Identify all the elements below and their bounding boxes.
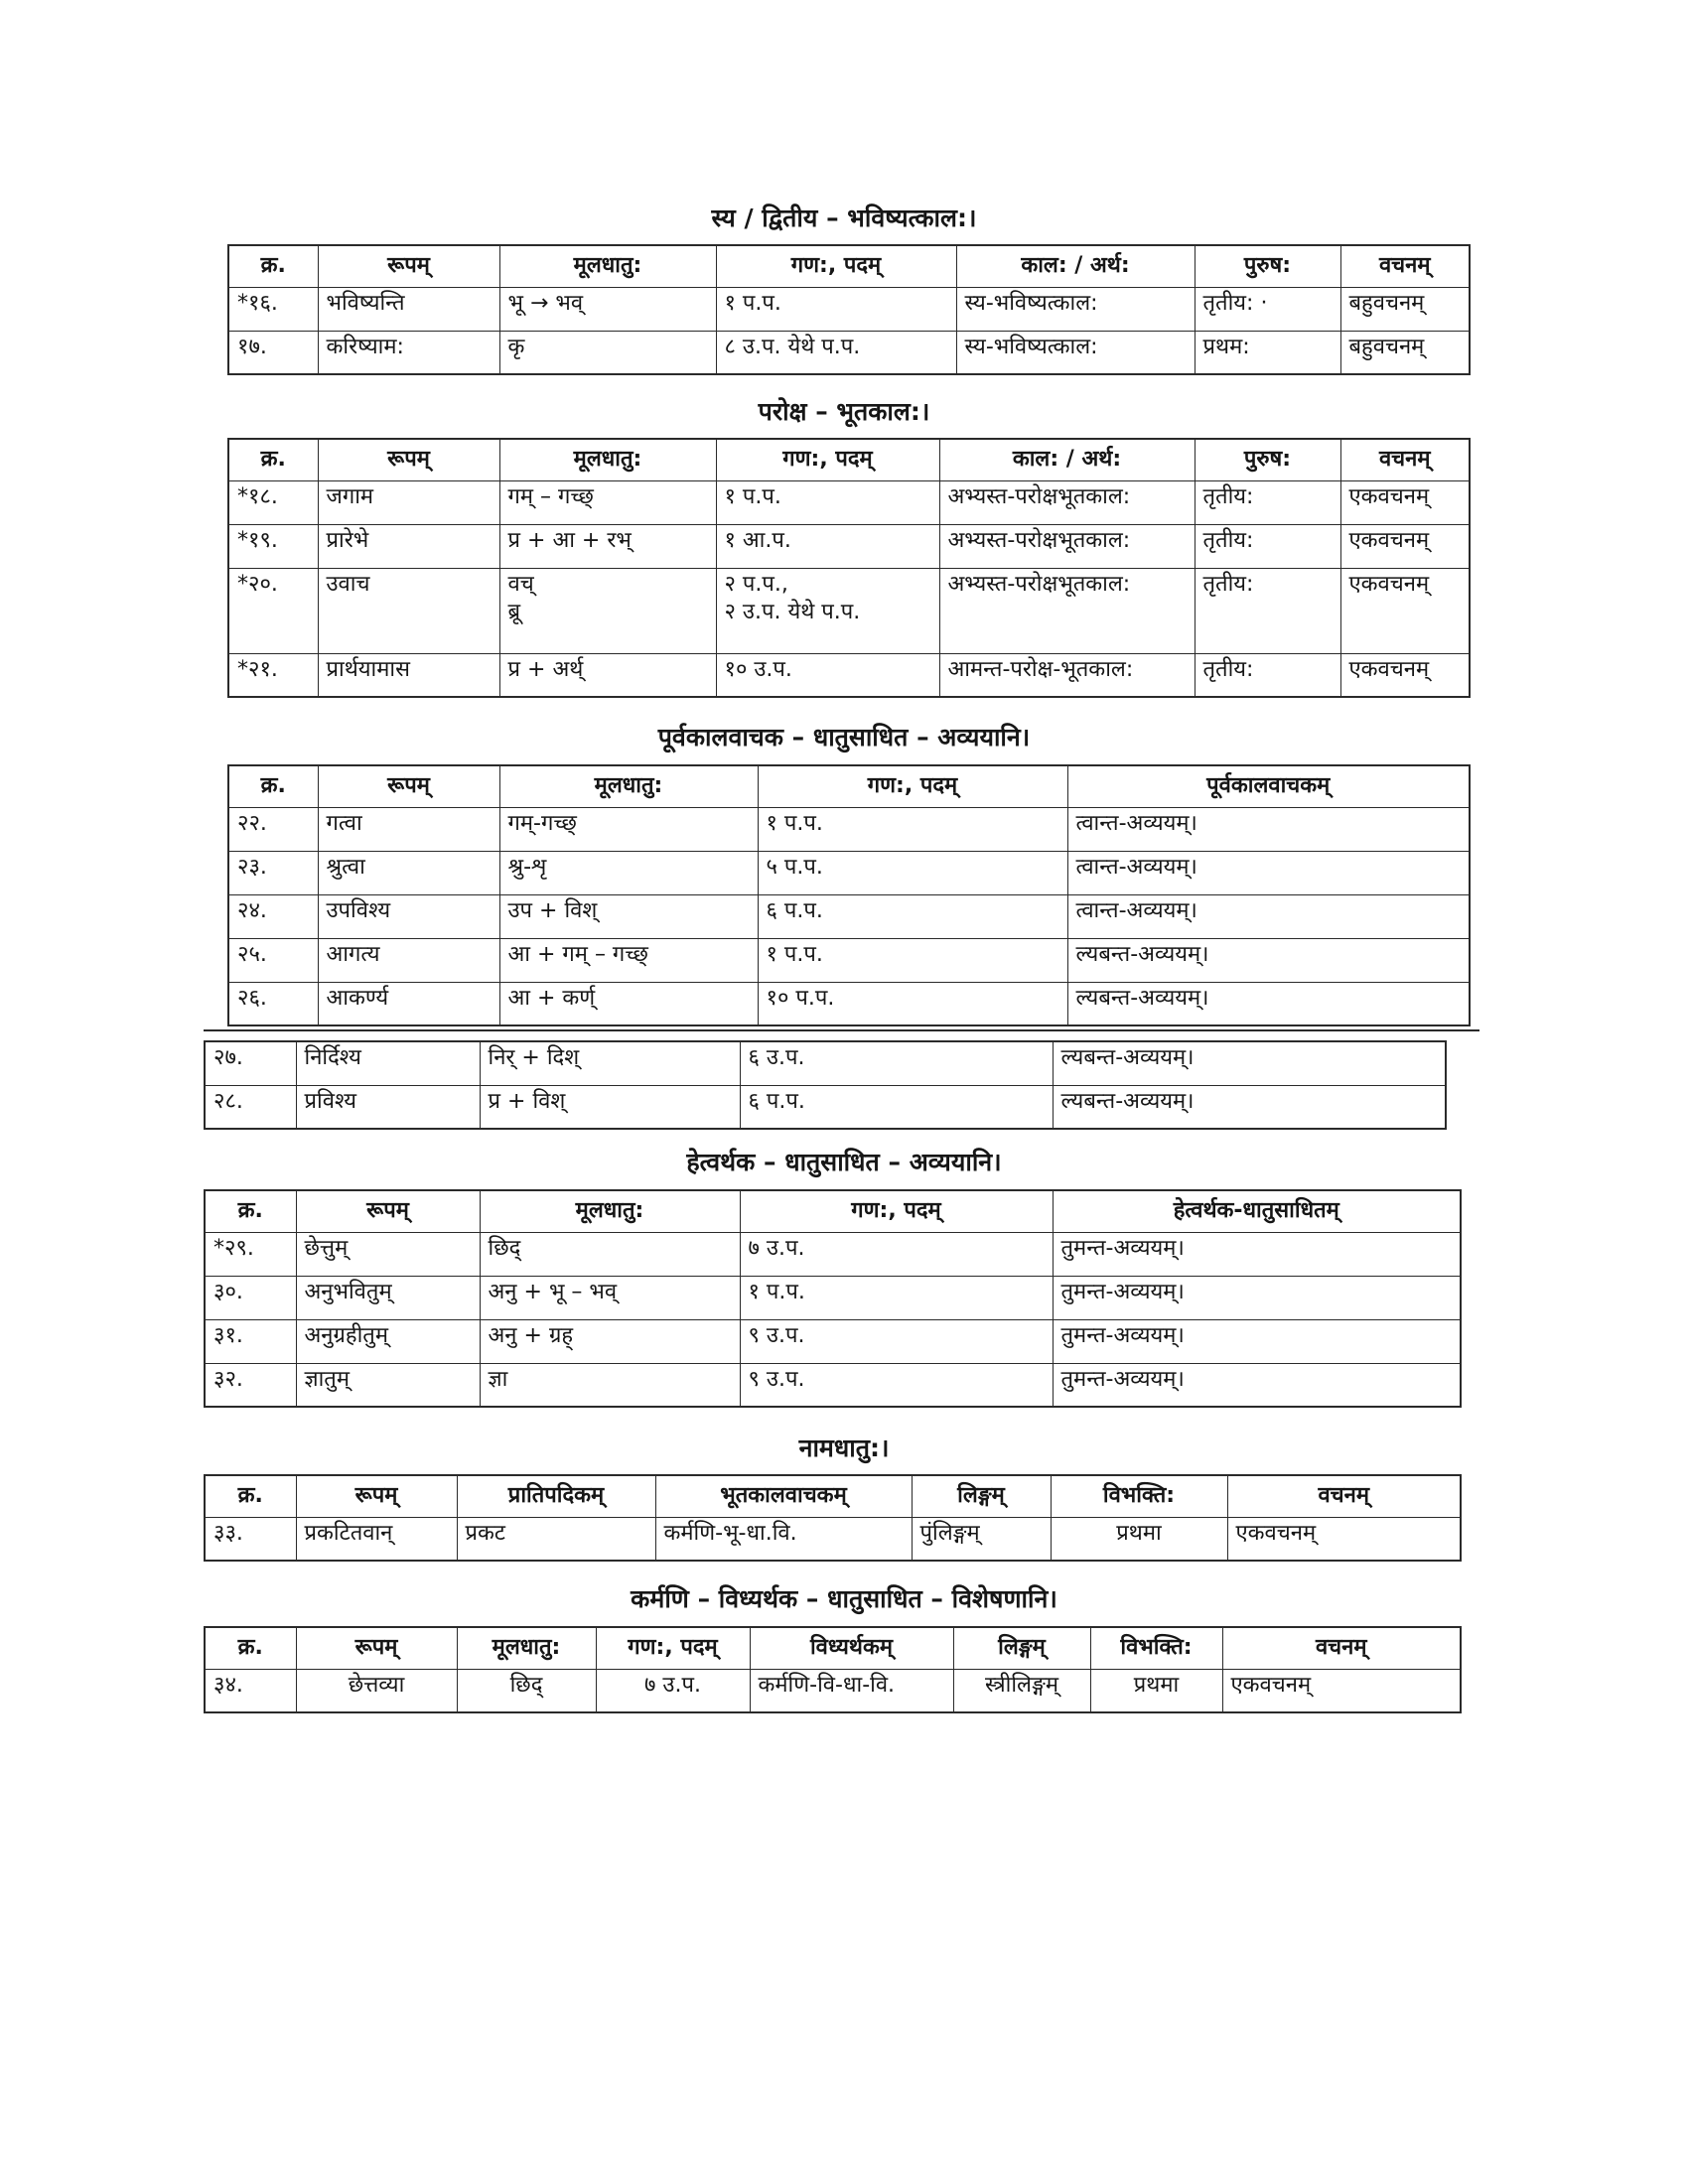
table-cell: तृतीय: bbox=[1195, 653, 1340, 697]
section-title-gerund: पूर्वकालवाचक – धातुसाधित – अव्ययानि। bbox=[657, 723, 1031, 751]
table-cell: कर्मणि-भू-धा.वि. bbox=[655, 1517, 912, 1561]
table-row bbox=[228, 524, 1470, 568]
header-cell: विध्यर्थकम् bbox=[750, 1627, 953, 1669]
gerund-table bbox=[227, 764, 1471, 1026]
table-row bbox=[228, 894, 1470, 938]
table-header-row bbox=[228, 439, 1470, 480]
table-cell: अनुभवितुम् bbox=[296, 1276, 480, 1319]
table-cell: १० उ.प. bbox=[716, 653, 939, 697]
header-cell: मूलधातु: bbox=[499, 245, 716, 287]
table-cell: एकवचनम् bbox=[1340, 653, 1470, 697]
table-cell: भविष्यन्ति bbox=[318, 287, 499, 331]
table-header-row bbox=[205, 1475, 1461, 1517]
table-cell: १ आ.प. bbox=[716, 524, 939, 568]
section-title-denominative: नामधातु:। bbox=[798, 1433, 890, 1462]
table-row bbox=[228, 568, 1470, 653]
table-cell: निर्दिश्य bbox=[296, 1041, 480, 1085]
table-cell: २ प.प., २ उ.प. येथे प.प. bbox=[716, 568, 939, 653]
table-cell: ६ प.प. bbox=[740, 1085, 1053, 1129]
table-row bbox=[228, 653, 1470, 697]
table-cell: ३२. bbox=[205, 1363, 296, 1407]
section-title-passive-participle: कर्मणि – विध्यर्थक – धातुसाधित – विशेषणानि। bbox=[631, 1584, 1057, 1613]
table-cell: तृतीय: bbox=[1195, 524, 1340, 568]
table-cell: ९ उ.प. bbox=[740, 1363, 1053, 1407]
table-row bbox=[228, 851, 1470, 894]
page-divider-line bbox=[204, 1029, 1479, 1031]
header-cell: क्र. bbox=[228, 765, 318, 807]
table-cell: २६. bbox=[228, 982, 318, 1025]
table-cell: स्त्रीलिङ्गम् bbox=[953, 1669, 1090, 1712]
table-cell: गत्वा bbox=[318, 807, 499, 851]
table-header-row bbox=[228, 765, 1470, 807]
table-cell: अनु + ग्रह् bbox=[480, 1319, 740, 1363]
header-cell: मूलधातु: bbox=[499, 439, 716, 480]
table-cell: छेत्तव्या bbox=[296, 1669, 457, 1712]
section-title-infinitive: हेत्वर्थक – धातुसाधित – अव्ययानि। bbox=[686, 1148, 1002, 1176]
header-cell: काल: / अर्थ: bbox=[956, 245, 1195, 287]
table-cell: प्र + विश् bbox=[480, 1085, 740, 1129]
passive-participle-table bbox=[204, 1626, 1462, 1713]
table-cell: एकवचनम् bbox=[1340, 480, 1470, 524]
table-cell: अभ्यस्त-परोक्षभूतकाल: bbox=[939, 568, 1195, 653]
table-cell: श्रु-शृ bbox=[499, 851, 758, 894]
table-row bbox=[205, 1041, 1446, 1085]
table-cell: अनु + भू – भव् bbox=[480, 1276, 740, 1319]
table-cell: त्वान्त-अव्ययम्। bbox=[1067, 807, 1470, 851]
table-row bbox=[205, 1085, 1446, 1129]
table-cell: आ + गम् – गच्छ् bbox=[499, 938, 758, 982]
header-cell: हेत्वर्थक-धातुसाधितम् bbox=[1053, 1190, 1461, 1232]
table-cell: २५. bbox=[228, 938, 318, 982]
header-cell: रूपम् bbox=[296, 1475, 457, 1517]
table-row bbox=[205, 1517, 1461, 1561]
table-cell: १ प.प. bbox=[716, 287, 956, 331]
table-cell: कर्मणि-वि-धा-वि. bbox=[750, 1669, 953, 1712]
table-cell: ज्ञातुम् bbox=[296, 1363, 480, 1407]
table-cell: ल्यबन्त-अव्ययम्। bbox=[1053, 1085, 1446, 1129]
header-cell: प्रातिपदिकम् bbox=[457, 1475, 655, 1517]
header-cell: मूलधातु: bbox=[499, 765, 758, 807]
table-cell: ३३. bbox=[205, 1517, 296, 1561]
table-cell: प्रकटितवान् bbox=[296, 1517, 457, 1561]
table-cell: जगाम bbox=[318, 480, 499, 524]
table-cell: छिद् bbox=[480, 1232, 740, 1276]
table-cell: *२१. bbox=[228, 653, 318, 697]
table-row bbox=[228, 480, 1470, 524]
table-cell: प्र + आ + रभ् bbox=[499, 524, 716, 568]
table-header-row bbox=[205, 1190, 1461, 1232]
infinitive-table bbox=[204, 1189, 1462, 1408]
table-cell: स्य-भविष्यत्काल: bbox=[956, 331, 1195, 374]
table-row bbox=[228, 982, 1470, 1025]
table-cell: ७ उ.प. bbox=[596, 1669, 750, 1712]
table-cell: २२. bbox=[228, 807, 318, 851]
perfect-past-table bbox=[227, 438, 1471, 698]
table-row bbox=[205, 1319, 1461, 1363]
table-cell: उप + विश् bbox=[499, 894, 758, 938]
table-cell: भू → भव् bbox=[499, 287, 716, 331]
table-cell: ३४. bbox=[205, 1669, 296, 1712]
table-cell: *१६. bbox=[228, 287, 318, 331]
header-cell: क्र. bbox=[228, 439, 318, 480]
table-cell: कृ bbox=[499, 331, 716, 374]
header-cell: काल: / अर्थ: bbox=[939, 439, 1195, 480]
header-cell: लिङ्गम् bbox=[953, 1627, 1090, 1669]
header-cell: गण:, पदम् bbox=[758, 765, 1067, 807]
header-cell: क्र. bbox=[205, 1475, 296, 1517]
table-cell: तृतीय: · bbox=[1195, 287, 1340, 331]
table-row bbox=[205, 1232, 1461, 1276]
table-cell: एकवचनम् bbox=[1227, 1517, 1461, 1561]
table-row bbox=[228, 938, 1470, 982]
header-cell: वचनम् bbox=[1340, 439, 1470, 480]
header-cell: मूलधातु: bbox=[457, 1627, 596, 1669]
table-cell: *१८. bbox=[228, 480, 318, 524]
table-cell: ल्यबन्त-अव्ययम्। bbox=[1067, 938, 1470, 982]
header-cell: वचनम् bbox=[1227, 1475, 1461, 1517]
table-header-row bbox=[228, 245, 1470, 287]
table-cell: करिष्याम: bbox=[318, 331, 499, 374]
header-cell: रूपम् bbox=[318, 765, 499, 807]
table-cell: गम्-गच्छ् bbox=[499, 807, 758, 851]
header-cell: रूपम् bbox=[296, 1190, 480, 1232]
table-cell: स्य-भविष्यत्काल: bbox=[956, 287, 1195, 331]
table-cell: प्रार्थयामास bbox=[318, 653, 499, 697]
table-cell: आ + कर्ण् bbox=[499, 982, 758, 1025]
table-cell: अनुग्रहीतुम् bbox=[296, 1319, 480, 1363]
table-cell: तृतीय: bbox=[1195, 568, 1340, 653]
table-cell: उपविश्य bbox=[318, 894, 499, 938]
table-row bbox=[205, 1669, 1461, 1712]
header-cell: गण:, पदम् bbox=[716, 439, 939, 480]
table-cell: २४. bbox=[228, 894, 318, 938]
table-cell: निर् + दिश् bbox=[480, 1041, 740, 1085]
header-cell: भूतकालवाचकम् bbox=[655, 1475, 912, 1517]
table-cell: प्रारेभे bbox=[318, 524, 499, 568]
table-cell: प्रथमा bbox=[1090, 1669, 1222, 1712]
table-cell: अभ्यस्त-परोक्षभूतकाल: bbox=[939, 480, 1195, 524]
table-cell: छेत्तुम् bbox=[296, 1232, 480, 1276]
table-cell: १ प.प. bbox=[758, 938, 1067, 982]
table-cell: आमन्त-परोक्ष-भूतकाल: bbox=[939, 653, 1195, 697]
table-cell: ल्यबन्त-अव्ययम्। bbox=[1053, 1041, 1446, 1085]
header-cell: विभक्ति: bbox=[1051, 1475, 1227, 1517]
table-cell: एकवचनम् bbox=[1340, 524, 1470, 568]
header-cell: गण:, पदम् bbox=[596, 1627, 750, 1669]
table-cell: प्रथम: bbox=[1195, 331, 1340, 374]
table-cell: प्र + अर्थ् bbox=[499, 653, 716, 697]
table-cell: ८ उ.प. येथे प.प. bbox=[716, 331, 956, 374]
table-cell: *२०. bbox=[228, 568, 318, 653]
header-cell: पूर्वकालवाचकम् bbox=[1067, 765, 1470, 807]
table-cell: गम् – गच्छ् bbox=[499, 480, 716, 524]
table-cell: प्रथमा bbox=[1051, 1517, 1227, 1561]
header-cell: वचनम् bbox=[1340, 245, 1470, 287]
table-cell: ६ उ.प. bbox=[740, 1041, 1053, 1085]
denominative-table bbox=[204, 1474, 1462, 1562]
header-cell: मूलधातु: bbox=[480, 1190, 740, 1232]
table-cell: ३०. bbox=[205, 1276, 296, 1319]
header-cell: गण:, पदम् bbox=[716, 245, 956, 287]
table-cell: २३. bbox=[228, 851, 318, 894]
header-cell: क्र. bbox=[205, 1627, 296, 1669]
table-cell: उवाच bbox=[318, 568, 499, 653]
table-cell: ६ प.प. bbox=[758, 894, 1067, 938]
table-cell: तृतीय: bbox=[1195, 480, 1340, 524]
table-cell: पुंलिङ्गम् bbox=[912, 1517, 1051, 1561]
table-cell: ज्ञा bbox=[480, 1363, 740, 1407]
table-row bbox=[205, 1276, 1461, 1319]
header-cell: गण:, पदम् bbox=[740, 1190, 1053, 1232]
table-cell: २७. bbox=[205, 1041, 296, 1085]
table-cell: आगत्य bbox=[318, 938, 499, 982]
header-cell: वचनम् bbox=[1222, 1627, 1461, 1669]
table-cell: १ प.प. bbox=[758, 807, 1067, 851]
table-cell: ९ उ.प. bbox=[740, 1319, 1053, 1363]
table-cell: प्रकट bbox=[457, 1517, 655, 1561]
table-cell: तुमन्त-अव्ययम्। bbox=[1053, 1363, 1461, 1407]
gerund-table-continuation bbox=[204, 1040, 1447, 1130]
header-cell: पुरुष: bbox=[1195, 245, 1340, 287]
table-cell: १० प.प. bbox=[758, 982, 1067, 1025]
table-cell: १ प.प. bbox=[716, 480, 939, 524]
table-row bbox=[228, 807, 1470, 851]
table-cell: श्रुत्वा bbox=[318, 851, 499, 894]
table-cell: *२९. bbox=[205, 1232, 296, 1276]
header-cell: रूपम् bbox=[318, 245, 499, 287]
header-cell: विभक्ति: bbox=[1090, 1627, 1222, 1669]
table-cell: ७ उ.प. bbox=[740, 1232, 1053, 1276]
header-cell: रूपम् bbox=[296, 1627, 457, 1669]
table-cell: ५ प.प. bbox=[758, 851, 1067, 894]
table-cell: प्रविश्य bbox=[296, 1085, 480, 1129]
future-tense-table bbox=[227, 244, 1471, 375]
table-cell: *१९. bbox=[228, 524, 318, 568]
table-cell: बहुवचनम् bbox=[1340, 287, 1470, 331]
table-cell: ३१. bbox=[205, 1319, 296, 1363]
table-header-row bbox=[205, 1627, 1461, 1669]
table-cell: वच् ब्रू bbox=[499, 568, 716, 653]
table-cell: ल्यबन्त-अव्ययम्। bbox=[1067, 982, 1470, 1025]
header-cell: क्र. bbox=[205, 1190, 296, 1232]
table-cell: त्वान्त-अव्ययम्। bbox=[1067, 894, 1470, 938]
table-cell: अभ्यस्त-परोक्षभूतकाल: bbox=[939, 524, 1195, 568]
section-title-future-tense: स्य / द्वितीय – भविष्यत्काल:। bbox=[711, 204, 977, 232]
table-cell: तुमन्त-अव्ययम्। bbox=[1053, 1232, 1461, 1276]
section-title-perfect-past: परोक्ष – भूतकाल:। bbox=[758, 397, 930, 426]
table-cell: बहुवचनम् bbox=[1340, 331, 1470, 374]
table-cell: त्वान्त-अव्ययम्। bbox=[1067, 851, 1470, 894]
table-row bbox=[228, 331, 1470, 374]
table-cell: १ प.प. bbox=[740, 1276, 1053, 1319]
header-cell: रूपम् bbox=[318, 439, 499, 480]
table-cell: तुमन्त-अव्ययम्। bbox=[1053, 1276, 1461, 1319]
table-row bbox=[228, 287, 1470, 331]
header-cell: क्र. bbox=[228, 245, 318, 287]
table-cell: १७. bbox=[228, 331, 318, 374]
header-cell: पुरुष: bbox=[1195, 439, 1340, 480]
table-cell: तुमन्त-अव्ययम्। bbox=[1053, 1319, 1461, 1363]
table-cell: २८. bbox=[205, 1085, 296, 1129]
table-cell: एकवचनम् bbox=[1222, 1669, 1461, 1712]
table-cell: छिद् bbox=[457, 1669, 596, 1712]
table-row bbox=[205, 1363, 1461, 1407]
table-cell: एकवचनम् bbox=[1340, 568, 1470, 653]
table-cell: आकर्ण्य bbox=[318, 982, 499, 1025]
header-cell: लिङ्गम् bbox=[912, 1475, 1051, 1517]
